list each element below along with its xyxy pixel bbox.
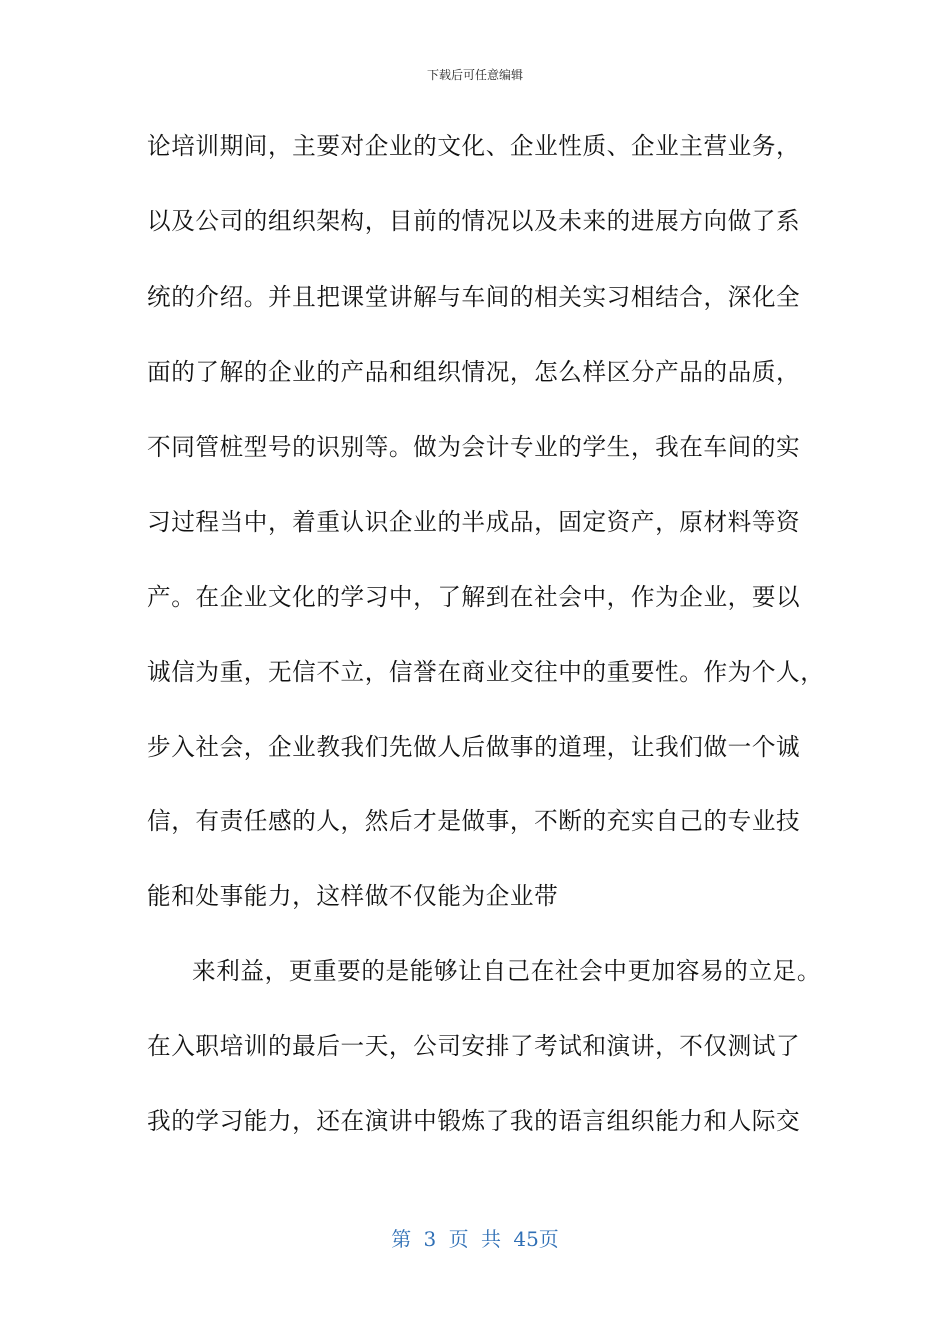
body-line: 以及公司的组织架构，目前的情况以及未来的进展方向做了系 bbox=[147, 207, 801, 235]
body-line: 统的介绍。并且把课堂讲解与车间的相关实习相结合，深化全 bbox=[147, 283, 801, 311]
body-line: 产。在企业文化的学习中，了解到在社会中，作为企业，要以 bbox=[147, 583, 801, 611]
body-line: 能和处事能力，这样做不仅能为企业带 bbox=[147, 882, 559, 910]
paragraph-first-line: 来利益，更重要的是能够让自己在社会中更加容易的立足。 bbox=[192, 957, 822, 985]
body-line: 面的了解的企业的产品和组织情况，怎么样区分产品的品质， bbox=[147, 358, 801, 386]
body-line: 诚信为重，无信不立，信誉在商业交往中的重要性。作为个人， bbox=[147, 658, 825, 686]
body-line: 步入社会，企业教我们先做人后做事的道理，让我们做一个诚 bbox=[147, 733, 801, 761]
body-line: 我的学习能力，还在演讲中锻炼了我的语言组织能力和人际交 bbox=[147, 1107, 801, 1135]
body-line: 信，有责任感的人，然后才是做事，不断的充实自己的专业技 bbox=[147, 807, 801, 835]
body-line: 在入职培训的最后一天，公司安排了考试和演讲，不仅测试了 bbox=[147, 1032, 801, 1060]
body-line: 习过程当中，着重认识企业的半成品，固定资产，原材料等资 bbox=[147, 508, 801, 536]
body-line: 不同管桩型号的识别等。做为会计专业的学生，我在车间的实 bbox=[147, 433, 801, 461]
page-number: 第 3 页 共 45页 bbox=[391, 1227, 559, 1251]
body-line: 论培训期间，主要对企业的文化、企业性质、企业主营业务， bbox=[147, 132, 801, 160]
page-header: 下载后可任意编辑 bbox=[426, 68, 523, 82]
